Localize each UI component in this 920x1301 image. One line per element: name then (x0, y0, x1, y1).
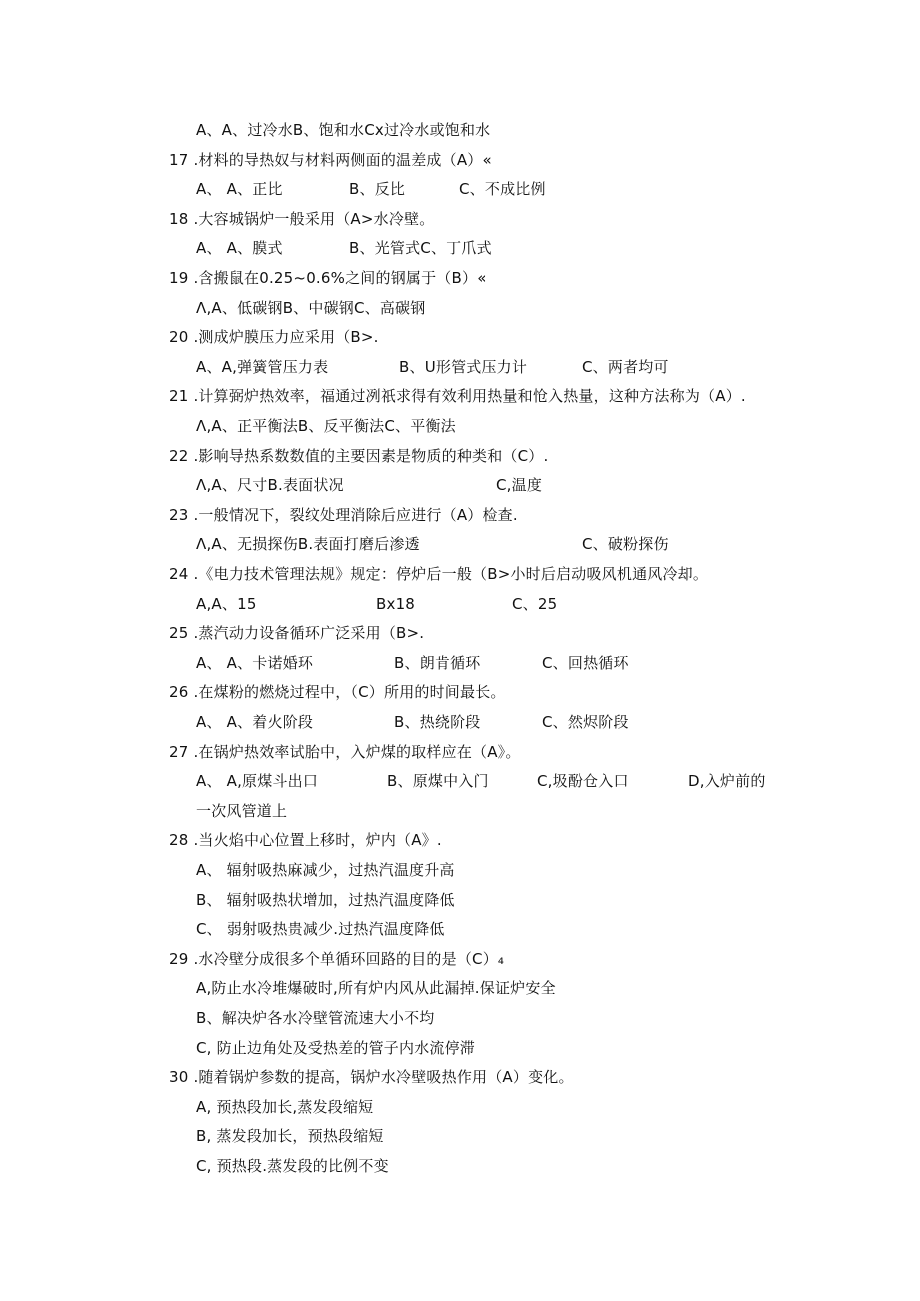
line-segment: A、 A、正比 (196, 180, 283, 198)
line-segment: 26 .在煤粉的燃烧过程中，（C）所用的时间最长。 (169, 683, 506, 701)
line-segment: 29 .水冷壁分成很多个单循环回路的目的是（C）₄ (169, 950, 505, 968)
line-segment: A、 A、着火阶段 (196, 713, 314, 731)
line-segment: B、U形管式压力计 (399, 358, 528, 376)
line-segment: C、不成比例 (459, 180, 546, 198)
line-segment: C、然烬阶段 (542, 713, 629, 731)
line-segment: C、回热循环 (542, 654, 629, 672)
line-segment: B、解决炉各水冷壁管流速大小不均 (196, 1009, 435, 1027)
line-segment: 23 .一般情况下，裂纹处理消除后应进行（A）检查. (169, 506, 518, 524)
line-segment: C,温度 (496, 476, 543, 494)
line-segment: 25 .蒸汽动力设备循环广泛采用（B>. (169, 624, 425, 642)
line-segment: B、热绕阶段 (394, 713, 481, 731)
line-segment: C, 预热段.蒸发段的比例不变 (196, 1157, 389, 1175)
line-segment: D,入炉前的 (688, 772, 766, 790)
line-segment: 28 .当火焰中心位置上移时，炉内（A》. (169, 831, 442, 849)
line-segment: C, 防止边角处及受热差的管子内水流停滞 (196, 1039, 476, 1057)
line-segment: C、 弱射吸热贵减少.过热汽温度降低 (196, 920, 445, 938)
line-segment: A、 辐射吸热麻减少，过热汽温度升高 (196, 861, 455, 879)
line-segment: 21 .计算弼炉热效率，福通过冽祇求得有效利用热量和怆入热量，这种方法称为（A）. (169, 387, 746, 405)
line-segment: A、A,弹簧管压力表 (196, 358, 329, 376)
line-segment: Λ,A、正平衡法B、反平衡法C、平衡法 (196, 417, 456, 435)
line-segment: A,A、15 (196, 595, 257, 613)
line-segment: C、两者均可 (582, 358, 669, 376)
line-segment: 27 .在锅炉热效率试胎中，入炉煤的取样应在（A》。 (169, 743, 521, 761)
line-segment: 18 .大容城锅炉一般采用（A>水冷壁。 (169, 210, 435, 228)
line-segment: 一次风管道上 (196, 802, 288, 820)
line-segment: Bx18 (376, 595, 416, 613)
line-segment: Λ,A、低碳钢B、中碳钢C、高碳钢 (196, 299, 426, 317)
line-segment: 22 .影响导热系数数值的主要因素是物质的种类和（C）. (169, 447, 549, 465)
line-segment: C、25 (512, 595, 558, 613)
line-segment: B、 辐射吸热状增加，过热汽温度降低 (196, 891, 455, 909)
line-segment: A、 A,原煤斗出口 (196, 772, 319, 790)
line-segment: A、 A、卡诺婚环 (196, 654, 314, 672)
line-segment: B、原煤中入门 (387, 772, 489, 790)
line-segment: B、光管式C、丁爪式 (349, 239, 492, 257)
line-segment: 30 .随着锅炉参数的提高，锅炉水冷壁吸热作用（A）变化。 (169, 1068, 574, 1086)
line-segment: B、反比 (349, 180, 406, 198)
line-segment: B, 蒸发段加长，预热段缩短 (196, 1127, 384, 1145)
line-segment: 19 .含搬鼠在0.25~0.6%之间的钢属于（B）« (169, 269, 487, 287)
line-segment: 17 .材料的导热奴与材料两侧面的温差成（A）« (169, 151, 492, 169)
line-segment: Λ,A、尺寸B.表面状况 (196, 476, 344, 494)
line-segment: A,防止水冷堆爆破时,所有炉内风从此漏掉.保证炉安全 (196, 979, 556, 997)
line-segment: 24 .《电力技术管理法规》规定：停炉后一般（B>小时后启动吸风机通风冷却。 (169, 565, 709, 583)
line-segment: C,圾酚仓入口 (537, 772, 629, 790)
line-segment: A、 A、膜式 (196, 239, 283, 257)
line-segment: B、朗肯循环 (394, 654, 481, 672)
line-segment: A、A、过冷水B、饱和水Cx过冷水或饱和水 (196, 121, 491, 139)
line-segment: A, 预热段加长,蒸发段缩短 (196, 1098, 374, 1116)
line-segment: 20 .测成炉膜压力应采用（B>. (169, 328, 379, 346)
line-segment: C、破粉探伤 (582, 535, 669, 553)
line-segment: Λ,A、无损探伤B.表面打磨后渗透 (196, 535, 420, 553)
